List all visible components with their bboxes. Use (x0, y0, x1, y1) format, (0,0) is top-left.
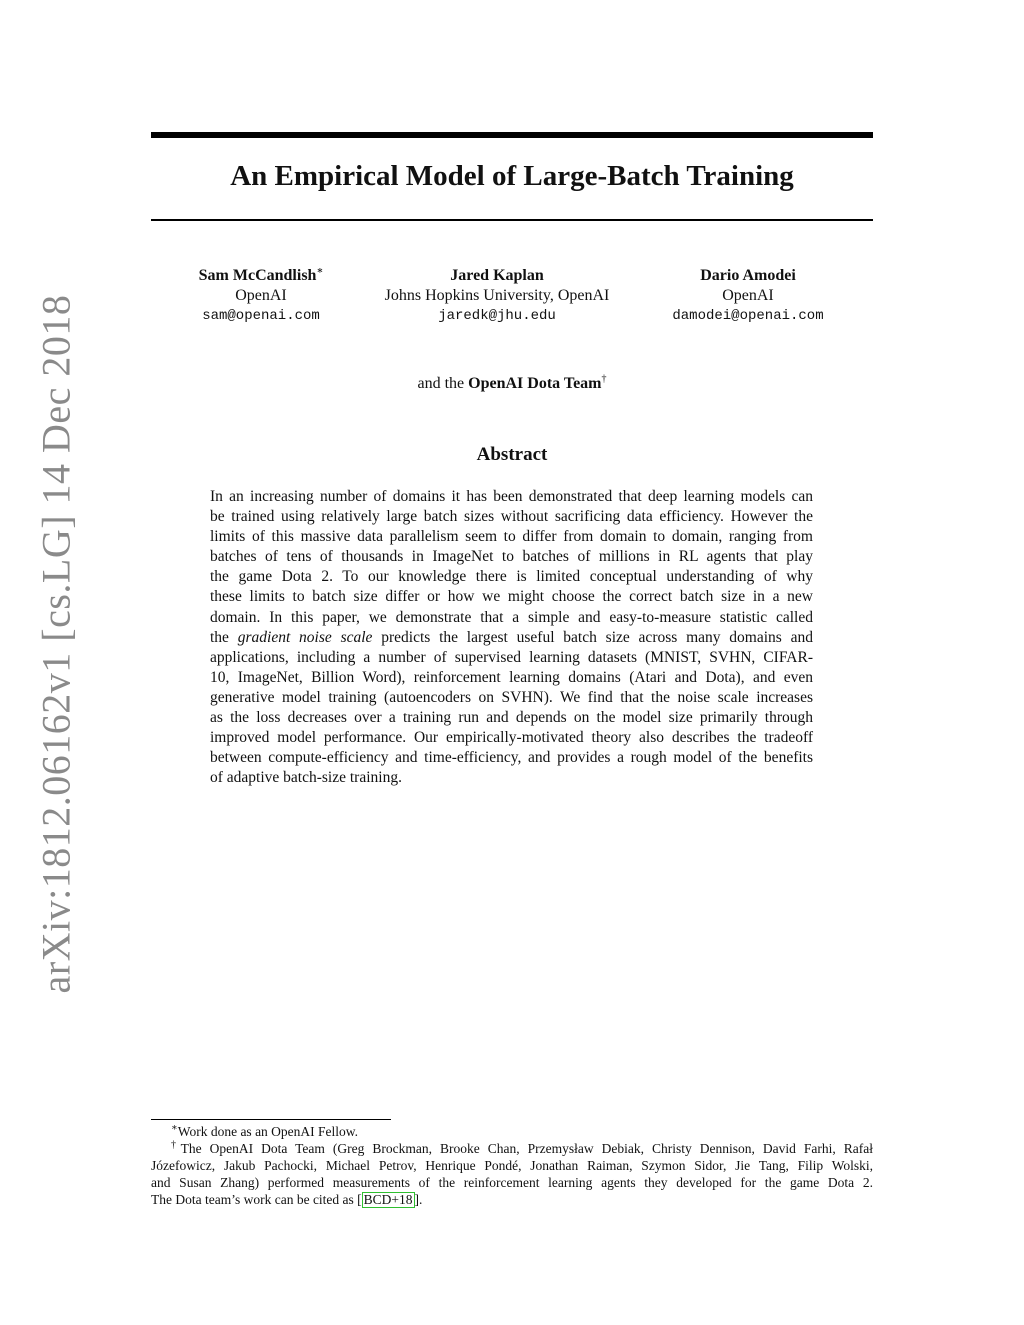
author-affiliation: OpenAI (235, 287, 287, 304)
footnote-1: ∗Work done as an OpenAI Fellow. (171, 1122, 359, 1139)
author-name: Dario Amodei (700, 267, 796, 284)
citation-link[interactable]: BCD+18 (363, 1192, 413, 1207)
author-name: Jared Kaplan (450, 267, 544, 284)
author-affiliation: Johns Hopkins University, OpenAI (384, 287, 610, 304)
footnote-2-line: †The OpenAI Dota Team (Greg Brockman, Brooke Chan, Przemysław Debiak, Christy Dennison, David Farhi, Rafał (171, 1139, 873, 1156)
abstract-heading: Abstract (476, 444, 548, 465)
abstract-line: the gradient noise scale predicts the largest useful batch size across many domains and (210, 628, 814, 646)
abstract-line: In an increasing number of domains it has been demonstrated that deep learning models can (210, 488, 813, 505)
abstract-line: of adaptive batch-size training. (210, 769, 402, 787)
abstract-line: between compute-efficiency and time-efficiency, and provides a rough model of the benefits (210, 749, 813, 767)
footnote-mark: ∗ (316, 265, 324, 277)
abstract-line: improved model performance. Our empirically-motivated theory also describes the tradeoff (210, 729, 813, 747)
title-bottom-rule (151, 219, 873, 221)
author-email[interactable]: damodei@openai.com (672, 308, 824, 324)
abstract-line: limits of this massive data parallelism seem to differ from domain to domain, ranging from (210, 528, 813, 546)
footnotes (151, 1123, 873, 1208)
team-name: OpenAI Dota Team (468, 375, 602, 392)
footnote-2-line: and Susan Zhang) performed measurements of the reinforcement learning agents they developed for the game Dota 2. (151, 1175, 873, 1190)
abstract-line: the game Dota 2. To our knowledge there is limited conceptual understanding of why (210, 568, 813, 586)
author-block (648, 266, 848, 326)
team-credit: and the OpenAI Dota Team† (417, 373, 607, 392)
abstract-line: domain. In this paper, we demonstrate that a simple and easy-to-measure statistic called (210, 608, 813, 626)
footnote-rule (151, 1119, 391, 1120)
title-top-rule (151, 132, 873, 138)
author-block (362, 266, 632, 326)
footnote-2-line: Józefowicz, Jakub Pachocki, Michael Petrov, Henrique Pondé, Jonathan Raiman, Szymon Sidor, Jie Tang, Filip Wolski, (151, 1158, 873, 1173)
abstract-line: generative model training (autoencoders on SVHN). We find that the noise scale increases (210, 688, 813, 706)
author-affiliation: OpenAI (722, 287, 774, 304)
abstract-body (210, 487, 813, 788)
abstract-line: applications, including a number of supervised learning datasets (MNIST, SVHN, CIFAR- (210, 648, 813, 666)
author-email[interactable]: sam@openai.com (202, 308, 320, 324)
footnote-mark: † (601, 373, 607, 385)
paper-title: An Empirical Model of Large-Batch Training (230, 160, 794, 192)
footnote-mark: ∗ (171, 1122, 178, 1134)
abstract-line: batches of tens of thousands in ImageNet to batches of millions in RL agents that play (210, 548, 813, 566)
author-name: Sam McCandlish∗ (198, 265, 324, 284)
abstract-line: 10, ImageNet, Billion Word), reinforcement learning domains (Atari and Dota), and even (210, 668, 813, 686)
abstract-line: these limits to batch size differ or how we might choose the correct batch size in a new (210, 588, 813, 606)
emphasized-term: gradient noise scale (237, 628, 373, 646)
abstract-line: as the loss decreases over a training run and depends on the model size primarily through (210, 709, 813, 727)
footnote-2-line: The Dota team’s work can be cited as [ BCD+18 ]. (151, 1192, 423, 1207)
author-email[interactable]: jaredk@jhu.edu (438, 308, 556, 324)
author-block (181, 266, 341, 326)
arxiv-identifier: arXiv:1812.06162v1 [cs.LG] 14 Dec 2018 (33, 294, 79, 994)
abstract-line: be trained using relatively large batch sizes without sacrificing data efficiency. However the (210, 508, 813, 526)
footnote-mark: † (171, 1139, 181, 1151)
